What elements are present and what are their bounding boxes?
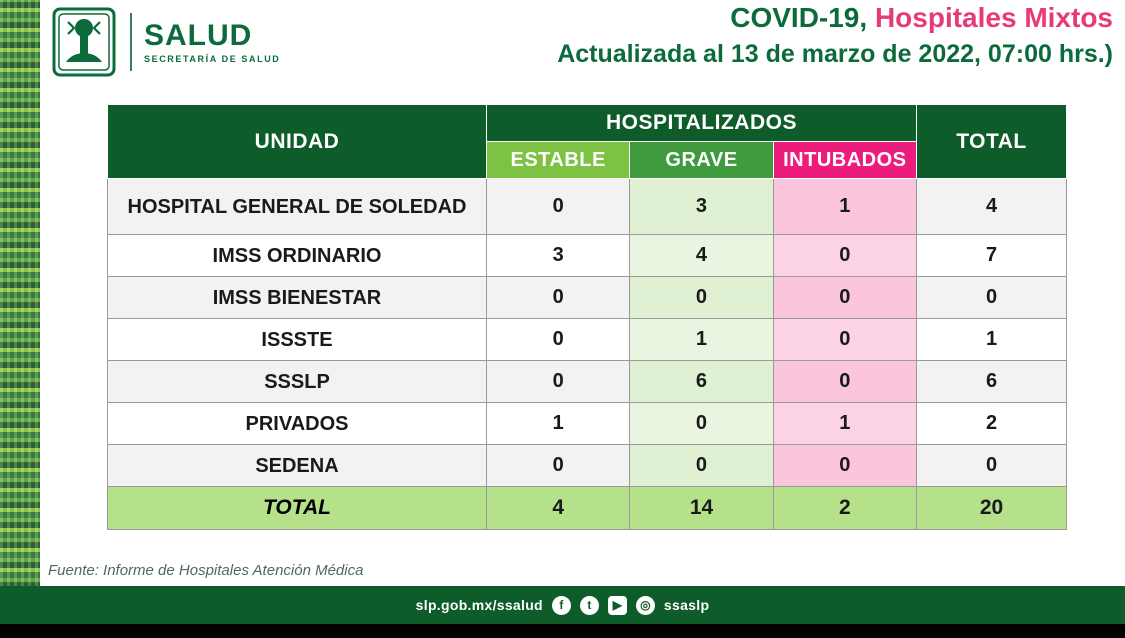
cell-unit-total-label: TOTAL: [108, 487, 487, 530]
table-row: [108, 277, 1067, 319]
cell-estable: 0: [487, 445, 630, 487]
slide-header: [40, 0, 1125, 88]
salud-main-text: SALUD: [144, 18, 253, 52]
cell-grave: 3: [630, 179, 773, 235]
cell-unit: SSSLP: [108, 361, 487, 403]
cell-unit: PRIVADOS: [108, 403, 487, 445]
table-header-row-1: [108, 105, 1067, 142]
coat-of-arms-icon: [50, 6, 118, 78]
cell-total: 1: [917, 319, 1067, 361]
cell-grave: 4: [630, 235, 773, 277]
cell-total: 0: [917, 277, 1067, 319]
table-row: [108, 235, 1067, 277]
table-head: [108, 105, 1067, 179]
title-highlight: Hospitales Mixtos: [874, 2, 1113, 33]
cell-total: 2: [917, 403, 1067, 445]
footer-bar: [0, 586, 1125, 624]
cell-unit: IMSS BIENESTAR: [108, 277, 487, 319]
logo-divider: [130, 13, 132, 71]
cell-unit: ISSSTE: [108, 319, 487, 361]
instagram-icon[interactable]: ◎: [636, 596, 655, 615]
title-block: [557, 2, 1113, 69]
hospitalizados-table: [107, 104, 1067, 530]
source-note: Fuente: Informe de Hospitales Atención Médica: [48, 562, 364, 579]
cell-total-total: 20: [917, 487, 1067, 530]
column-header-estable: ESTABLE: [487, 142, 630, 179]
cell-total: 0: [917, 445, 1067, 487]
cell-intubados: 0: [773, 445, 916, 487]
table-row: [108, 361, 1067, 403]
column-header-grave: GRAVE: [630, 142, 773, 179]
cell-unit: IMSS ORDINARIO: [108, 235, 487, 277]
column-header-total: TOTAL: [917, 105, 1067, 179]
salud-wordmark: [144, 18, 281, 64]
column-header-unidad: UNIDAD: [108, 105, 487, 179]
cell-intubados: 1: [773, 403, 916, 445]
cell-total: 4: [917, 179, 1067, 235]
table-body: [108, 179, 1067, 530]
table-row: [108, 403, 1067, 445]
page-title: [557, 2, 1113, 34]
cell-grave: 1: [630, 319, 773, 361]
cell-unit: SEDENA: [108, 445, 487, 487]
decorative-left-band: [0, 0, 40, 638]
cell-grave: 0: [630, 277, 773, 319]
twitter-icon[interactable]: t: [580, 596, 599, 615]
table-row: [108, 319, 1067, 361]
cell-grave: 0: [630, 445, 773, 487]
cell-intubados-total: 2: [773, 487, 916, 530]
footer-handle[interactable]: ssaslp: [663, 597, 710, 613]
title-prefix: COVID-19,: [730, 2, 875, 33]
cell-estable: 1: [487, 403, 630, 445]
cell-intubados: 0: [773, 235, 916, 277]
cell-estable: 0: [487, 179, 630, 235]
cell-total: 6: [917, 361, 1067, 403]
column-group-header-hospitalizados: HOSPITALIZADOS: [487, 105, 917, 142]
cell-estable: 3: [487, 235, 630, 277]
cell-total: 7: [917, 235, 1067, 277]
cell-estable: 0: [487, 277, 630, 319]
cell-intubados: 1: [773, 179, 916, 235]
cell-estable: 0: [487, 319, 630, 361]
table-row: [108, 445, 1067, 487]
facebook-icon[interactable]: f: [552, 596, 571, 615]
decorative-left-band-texture: [0, 0, 40, 638]
cell-intubados: 0: [773, 319, 916, 361]
cell-estable-total: 4: [487, 487, 630, 530]
cell-grave-total: 14: [630, 487, 773, 530]
cell-estable: 0: [487, 361, 630, 403]
footer-url[interactable]: slp.gob.mx/ssalud: [415, 597, 543, 613]
column-header-intubados: INTUBADOS: [773, 142, 916, 179]
cell-unit: HOSPITAL GENERAL DE SOLEDAD: [108, 179, 487, 235]
logo-group: [50, 6, 280, 78]
cell-grave: 0: [630, 403, 773, 445]
cell-intubados: 0: [773, 361, 916, 403]
bottom-letterbox: [0, 624, 1125, 638]
cell-grave: 6: [630, 361, 773, 403]
data-table-container: [107, 104, 1067, 530]
table-row: [108, 179, 1067, 235]
table-total-row: [108, 487, 1067, 530]
youtube-icon[interactable]: ▶: [608, 596, 627, 615]
cell-intubados: 0: [773, 277, 916, 319]
page-subtitle: Actualizada al 13 de marzo de 2022, 07:00 hrs.): [557, 40, 1113, 68]
salud-sub-text: SECRETARÍA DE SALUD: [144, 53, 281, 64]
